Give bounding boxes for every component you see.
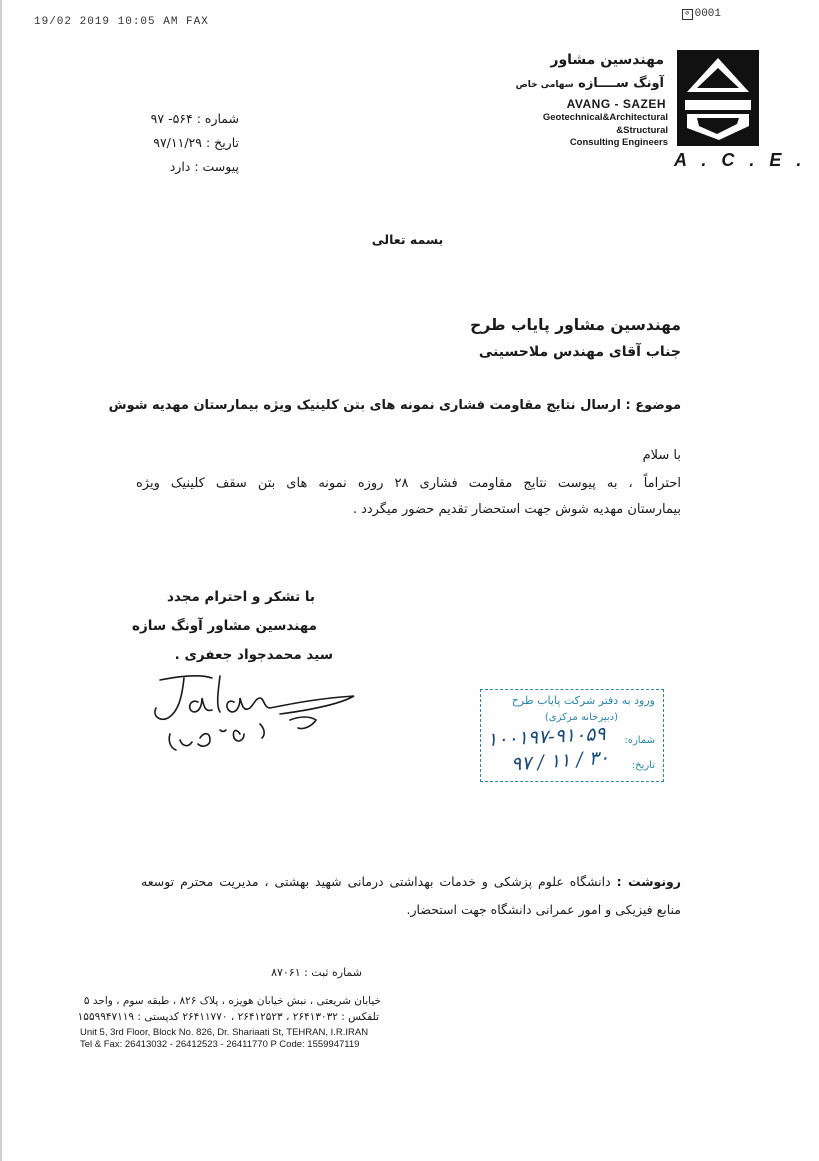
reference-number: شماره : ۵۶۴- ۹۷ (150, 111, 239, 126)
company-type: سهامی خاص (515, 80, 574, 90)
recipient-company: مهندسین مشاور پایاب طرح (470, 316, 681, 334)
company-desc-line1: Geotechnical&Architectural (542, 112, 668, 123)
footer-registration: شماره ثبت : ۸۷۰۶۱ (271, 966, 362, 979)
footer-phones-fa: تلفکس : ۲۶۴۱۳۰۳۲ ، ۲۶۴۱۲۵۲۳ ، ۲۶۴۱۱۷۷۰ کدپستی : ۱۵۵۹۹۴۷۱۱۹ (77, 1011, 379, 1023)
carbon-copy (141, 868, 681, 924)
footer-phones-en: Tel & Fax: 26413032 - 26412523 - 26411770 P Code: 1559947119 (80, 1039, 360, 1050)
body-line-2: بیمارستان مهدیه شوش جهت استحضار تقدیم حضور میگردد . (352, 502, 681, 517)
closing-line-1: با تشکر و احترام مجدد (167, 589, 315, 605)
stamp-subtitle: (دبیرخانه مرکزی) (544, 712, 618, 723)
scan-edge (0, 0, 2, 1161)
reference-attachment: پیوست : دارد (169, 159, 239, 174)
signatory-name-text: سید محمدجواد جعفری (184, 647, 333, 663)
bismillah-text: بسمه تعالی (371, 232, 444, 247)
reference-block (99, 107, 239, 179)
greeting: با سلام (642, 448, 681, 463)
company-name-fa-line2 (516, 76, 664, 91)
cc-label: رونوشت : (616, 874, 681, 889)
company-logo (675, 48, 761, 148)
closing-line-2: مهندسین مشاور آونگ سازه (132, 618, 317, 634)
handwritten-signature (140, 668, 365, 758)
stamp-date-value: ۹۷ / ۱۱ / ۳۰ (510, 746, 610, 776)
cc-text: دانشگاه علوم پزشکی و خدمات بهداشتی درمانی شهید بهشتی ، مدیریت محترم توسعه منابع فیزیکی و امور عمرانی دانشگاه جهت استحضار. (141, 874, 681, 917)
received-stamp (480, 689, 664, 782)
company-name-en: AVANG - SAZEH (566, 97, 666, 111)
company-description (518, 112, 668, 150)
footer-address-en: Unit 5, 3rd Floor, Block No. 826, Dr. Shariaati St, TEHRAN, I.R.IRAN (80, 1027, 369, 1038)
company-desc-line3: Consulting Engineers (569, 137, 668, 148)
stamp-title: ورود به دفتر شرکت پایاب طرح (511, 694, 655, 707)
company-name-fa-line1: مهندسین مشاور (550, 52, 664, 68)
letter-subject: موضوع : ارسال نتایج مقاومت فشاری نمونه های بتن کلینیک ویژه بیمارستان مهدیه شوش (108, 398, 681, 413)
fax-header: 19/02 2019 10:05 AM FAX (34, 16, 209, 28)
company-name-fa: آونگ ســــازه (578, 76, 664, 91)
recipient-attention: جناب آقای مهندس ملاحسینی (478, 344, 681, 360)
page-icon: ⊘ (682, 9, 693, 20)
stamp-number-value: ۱۰۰۱۹۷-۹۱۰۵۹ (486, 722, 607, 752)
page-number (682, 8, 721, 20)
bismillah-heading (0, 232, 819, 247)
signatory-mark: . (174, 647, 180, 663)
stamp-number-label: شماره: (624, 735, 655, 746)
body-line-1: احتراماً ، به پیوست نتایج مقاومت فشاری ۲۸ روزه نمونه های بتن سقف کلینیک ویژه (136, 476, 681, 491)
signatory-name (175, 647, 333, 663)
page-number-text: 0001 (694, 8, 721, 20)
footer-address-fa: خیابان شریعتی ، نبش خیابان هویزه ، پلاک ۸۲۶ ، طبقه سوم ، واحد ۵ (83, 995, 381, 1007)
stamp-date-label: تاریخ: (631, 760, 655, 771)
reference-date: تاریخ : ۹۷/۱۱/۲۹ (153, 135, 239, 150)
company-logo-text: A . C . E . (674, 150, 807, 170)
company-desc-line2: &Structural (616, 124, 668, 136)
